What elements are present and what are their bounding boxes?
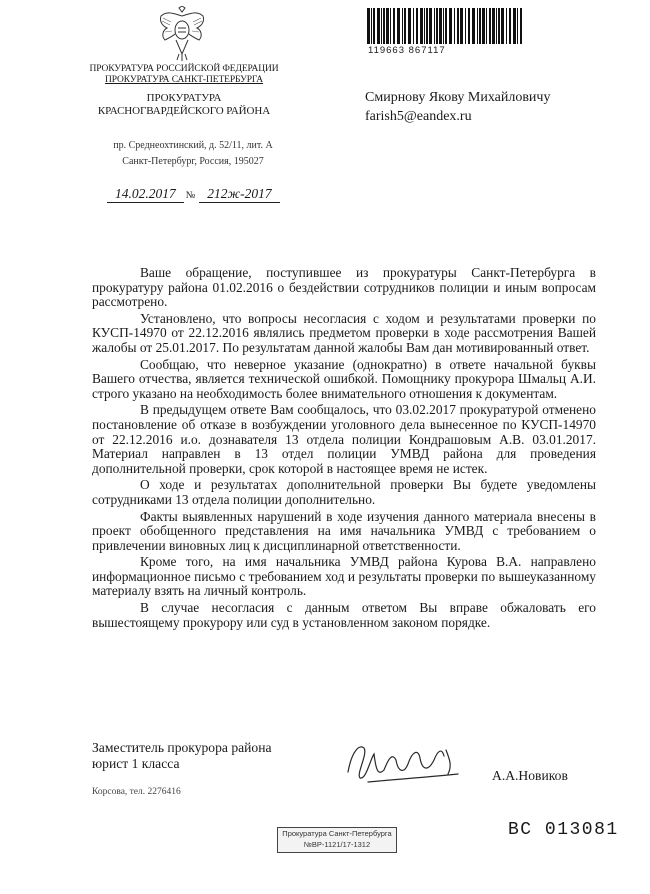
registration-line (107, 186, 280, 203)
body-paragraph: Кроме того, на имя начальника УМВД района Курова В.А. направлено информационное письмо с требованием ход и результаты проверки по вышеуказанному материалу взять на личный контроль. (92, 554, 596, 599)
barcode-bar (429, 8, 432, 44)
barcode-bar (434, 8, 435, 44)
barcode-bar (468, 8, 470, 44)
barcode-bar (416, 8, 418, 44)
barcode-bar (477, 8, 478, 44)
barcode-bar (465, 8, 466, 44)
executor-note: Корсова, тел. 2276416 (92, 787, 181, 797)
coat-of-arms-emblem (157, 6, 207, 62)
barcode-bar (397, 8, 400, 44)
barcode-bar (367, 8, 370, 44)
signatory-title (92, 740, 272, 772)
number-sign: № (185, 190, 196, 201)
stamp-line-2: №ВР-1121/17-1312 (303, 840, 371, 849)
address-line-1: пр. Среднеохтинский, д. 52/11, лит. А (113, 140, 273, 151)
barcode-bar (373, 8, 375, 44)
recipient-email: farish5@eandex.ru (365, 109, 472, 124)
barcode-bar (383, 8, 385, 44)
body-paragraph: Установлено, что вопросы несогласия с ходом и результатами проверки по КУСП-14970 от 22.12.2016 являлись предметом проверки в ходе рассмотрения Вашей жалобы от 25.01.2017. По результатам данной жалобы Вам дан мотивированный ответ. (92, 310, 596, 355)
office-header (84, 92, 284, 118)
barcode-bar (381, 8, 382, 44)
registration-stamp (277, 827, 397, 853)
agency-line-2: ПРОКУРАТУРА САНКТ-ПЕТЕРБУРГА (104, 75, 263, 85)
barcode-bar (506, 8, 507, 44)
barcode-bar (454, 8, 455, 44)
barcode-bar (393, 8, 395, 44)
stamp-line-1: Прокуратура Санкт-Петербурга (282, 829, 392, 838)
barcode-bar (424, 8, 425, 44)
address-line-2: Санкт-Петербург, Россия, 195027 (122, 156, 264, 167)
body-paragraph: Факты выявленных нарушений в ходе изучения данного материала внесены в проект обобщенного представления на имя начальника УМВД с требованием о привлечении виновных лиц к дисциплинарной ответственности. (92, 508, 596, 553)
barcode-bar (439, 8, 442, 44)
barcode-bar (449, 8, 452, 44)
barcode-bar (371, 8, 372, 44)
office-address (98, 138, 288, 170)
body-paragraph: Ваше обращение, поступившее из прокуратуры Санкт-Петербурга в прокуратуру района 01.02.2016 о бездействии сотрудников полиции и иным вопросам рассмотрено. (92, 265, 596, 310)
handwritten-signature (338, 730, 478, 790)
barcode-bar (390, 8, 391, 44)
body-paragraph: В предыдущем ответе Вам сообщалось, что 03.02.2017 прокуратурой отменено постановление об отказе в возбуждении уголовного дела вынесенное по КУСП-14970 от 22.12.2016 и.о. дознавателя 13 отдела полиции Кондрашовым А.В. 03.01.2017. Материал направлен в 13 отдел полиции УМВД района для проведения дополнительной проверки, срок которой в настоящее время не истек. (92, 402, 596, 476)
barcode-bar (402, 8, 403, 44)
agency-header (84, 64, 284, 86)
letter-date: 14.02.2017 (107, 186, 184, 203)
barcode-bar (489, 8, 491, 44)
barcode-number: 119663 867117 (368, 45, 446, 56)
barcode-bar (482, 8, 485, 44)
letter-body (92, 266, 596, 632)
barcode-bar (404, 8, 406, 44)
signatory-name: А.А.Новиков (492, 768, 568, 783)
barcode-bar (408, 8, 411, 44)
office-line-2: КРАСНОГВАРДЕЙСКОГО РАЙОНА (97, 105, 271, 117)
barcode-bar (513, 8, 516, 44)
agency-line-1: ПРОКУРАТУРА РОССИЙСКОЙ ФЕДЕРАЦИИ (89, 64, 279, 74)
office-line-1: ПРОКУРАТУРА (146, 92, 222, 104)
barcode-bar (420, 8, 423, 44)
barcode-bar (509, 8, 511, 44)
signatory-position: Заместитель прокурора района (92, 740, 272, 755)
barcode-bar (443, 8, 444, 44)
barcode-bar (386, 8, 389, 44)
barcode-bar (413, 8, 414, 44)
body-paragraph: О ходе и результатах дополнительной проверки Вы будете уведомлены сотрудниками 13 отдела полиции дополнительно. (92, 477, 596, 507)
body-paragraph: В случае несогласия с данным ответом Вы вправе обжаловать его вышестоящему прокурору или суд в установленном законом порядке. (92, 600, 596, 630)
barcode-bar (472, 8, 475, 44)
barcode-bar (498, 8, 500, 44)
barcode-bar (501, 8, 504, 44)
barcode-bar (492, 8, 495, 44)
barcode-bar (460, 8, 463, 44)
barcode-bar (445, 8, 447, 44)
letter-number: 212ж-2017 (199, 186, 279, 203)
body-paragraph: Сообщаю, что неверное указание (однократно) в ответе начальной буквы Вашего отчества, является технической ошибкой. Помощнику прокурора Шмальц А.И. строго указано на необходимость более внимательного отношения к документам. (92, 356, 596, 401)
barcode-bar (479, 8, 481, 44)
signatory-rank: юрист 1 класса (92, 756, 180, 771)
barcode-bar (486, 8, 487, 44)
barcode-bar (520, 8, 522, 44)
barcode-bar (436, 8, 438, 44)
barcode-bar (426, 8, 428, 44)
form-serial-number: ВС 013081 (508, 820, 619, 840)
barcode-icon (365, 8, 525, 44)
recipient-block (365, 88, 550, 126)
barcode-bar (457, 8, 459, 44)
barcode-bar (496, 8, 497, 44)
barcode-bar (377, 8, 380, 44)
barcode-bar (517, 8, 518, 44)
recipient-name: Смирнову Якову Михайловичу (365, 90, 551, 105)
